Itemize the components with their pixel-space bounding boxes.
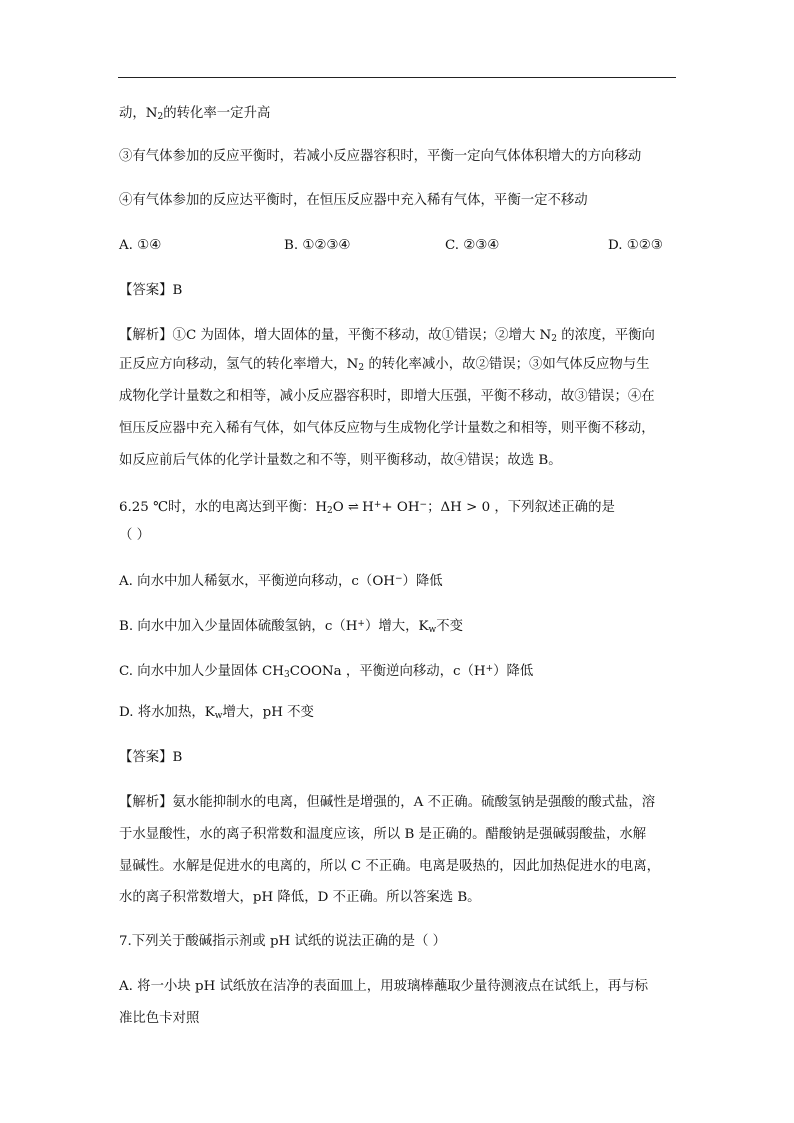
q5-option-b: B. ①②③④ [284,238,351,253]
q6-option-d: D. 将水加热，$K_w$增大，pH 不变 [119,705,314,721]
q5-analysis-line: 成物化学计量数之和相等，减小反应器容积时，即增大压强，平衡不移动，故③错误；④在 [119,389,655,404]
q7-stem: 7.下列关于酸碱指示剂或 pH 试纸的说法正确的是（ ） [119,934,446,949]
text-line: ④有气体参加的反应达平衡时，在恒压反应器中充入稀有气体，平衡一定不移动 [119,193,588,208]
q6-paren: （ ） [119,528,151,543]
header-rule [118,77,676,78]
q6-analysis-line: 【解析】氨水能抑制水的电离，但碱性是增强的，A 不正确。硫酸氢钠是强酸的酸式盐，溶 [119,795,656,810]
q5-option-a: A. ①④ [119,238,162,253]
q7-option-a-line: A. 将一小块 pH 试纸放在洁净的表面皿上，用玻璃棒蘸取少量待测液点在试纸上，再与标 [119,979,649,994]
q5-answer: 【答案】B [119,283,183,298]
text-line: ③有气体参加的反应平衡时，若减小反应器容积时，平衡一定向气体体积增大的方向移动 [119,149,642,164]
q5-option-c: C. ②③④ [445,238,500,253]
q5-analysis-line: 【解析】①C 为固体，增大固体的量，平衡不移动，故①错误；②增大 $N_2$ 的浓度，平衡向 [119,328,655,344]
q6-option-b: B. 向水中加入少量固体硫酸氢钠，c（H+）增大，$K_w$不变 [119,619,464,635]
text-line: 动，$N_2$的转化率一定升高 [119,106,271,122]
q5-analysis-line: 如反应前后气体的化学计量数之和不等，则平衡移动，故④错误；故选 B。 [119,453,562,468]
q6-option-a: A. 向水中加人稀氨水，平衡逆向移动，c（OH−）降低 [119,574,443,589]
q5-analysis-line: 正反应方向移动，氢气的转化率增大，$N_2$ 的转化率减小，故②错误；③如气体反应物与生 [119,357,650,373]
q6-analysis-line: 显碱性。水解是促进水的电离的，所以 C 不正确。电离是吸热的，因此加热促进水的电离， [119,859,660,874]
q5-option-d: D. ①②③ [608,238,663,253]
q6-answer: 【答案】B [119,750,183,765]
q5-analysis-line: 恒压反应器中充入稀有气体，如气体反应物与生成物化学计量数之和相等，则平衡不移动， [119,421,655,436]
q6-stem: 6.25 ℃时，水的电离达到平衡：$H_2O$ ⇌ H++ OH−；ΔH > 0 ，下列叙述正确的是 [119,500,615,516]
equilibrium-arrow-icon: ⇌ [348,500,358,515]
q6-analysis-line: 于水显酸性，水的离子积常数和温度应该，所以 B 是正确的。醋酸钠是强碱弱酸盐，水解 [119,827,647,842]
q7-option-a-line: 准比色卡对照 [119,1011,200,1026]
q6-option-c: C. 向水中加人少量固体 $CH_3COONa$ ，平衡逆向移动，c（H+）降低 [119,664,534,680]
q6-analysis-line: 水的离子积常数增大，pH 降低，D 不正确。所以答案选 B。 [119,890,481,905]
